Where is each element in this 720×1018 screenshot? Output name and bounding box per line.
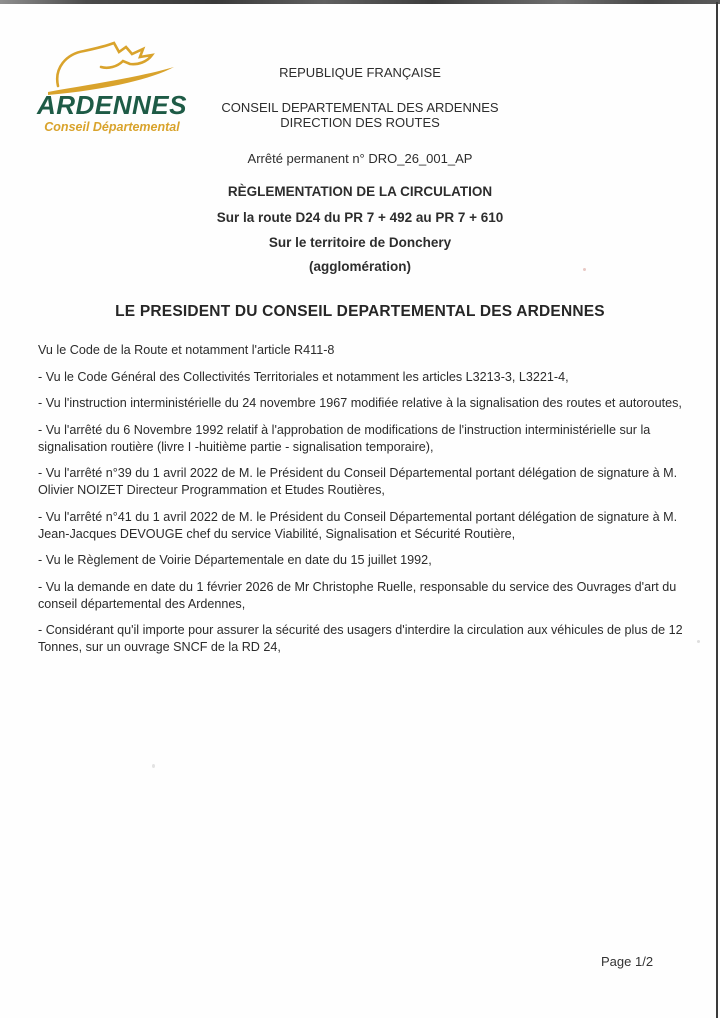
paragraph-vu-code-route: Vu le Code de la Route et notamment l'article R411-8 (38, 343, 335, 357)
decree-title-line: Sur la route D24 du PR 7 + 492 au PR 7 + 610 (216, 210, 504, 225)
scan-edge-top (0, 0, 720, 4)
paragraph-vu-arrete-39: - Vu l'arrêté n°39 du 1 avril 2022 de M. le Président du Conseil Départemental portant délégation de signature à M. Olivier NOIZET Directeur Programmation et Etudes Routières, (38, 466, 678, 497)
logo-subtitle: Conseil Départemental (44, 120, 180, 134)
decree-reference: Arrêté permanent n° DRO_26_001_AP (247, 151, 473, 166)
header-direction: DIRECTION DES ROUTES (280, 115, 440, 130)
paragraph-vu-demande: - Vu la demande en date du 1 février 2026 de Mr Christophe Ruelle, responsable du service des Ouvrages d'art du conseil départemental des Ardennes, (38, 579, 677, 611)
paragraph-vu-arrete-1992: - Vu l'arrêté du 6 Novembre 1992 relatif à l'approbation de modifications de l'instruction interministérielle sur la signalisation routière (livre I -huitième partie - signalisation temporaire), (38, 422, 651, 454)
paragraph-considerant: - Considérant qu'il importe pour assurer la sécurité des usagers d'interdire la circulation aux véhicules de plus de 12 Tonnes, sur un ouvrage SNCF de la RD 24, (38, 623, 683, 654)
paragraph-vu-reglement-voirie: - Vu le Règlement de Voirie Départementale en date du 15 juillet 1992, (38, 553, 432, 567)
paragraph-vu-instruction-1967: - Vu l'instruction interministérielle du 24 novembre 1967 modifiée relative à la signalisation des routes et autoroutes, (38, 396, 682, 410)
decree-title-line: RÈGLEMENTATION DE LA CIRCULATION (227, 184, 493, 199)
header-conseil: CONSEIL DEPARTEMENTAL DES ARDENNES (221, 100, 499, 115)
paragraph-vu-arrete-41: - Vu l'arrêté n°41 du 1 avril 2022 de M. le Président du Conseil Départemental portant délégation de signature à M. Jean-Jacques DEVOUGE chef du service Viabilité, Signalisation et Sécurité Routière, (38, 509, 678, 541)
page-title: LE PRESIDENT DU CONSEIL DEPARTEMENTAL DES ARDENNES (115, 303, 605, 320)
scan-artifact (697, 640, 700, 643)
decree-body (38, 342, 690, 666)
header-republique: REPUBLIQUE FRANÇAISE (279, 65, 441, 80)
page-number: Page 1/2 (601, 954, 654, 969)
scan-artifact (152, 764, 155, 768)
decree-title-line: Sur le territoire de Donchery (268, 235, 452, 250)
logo-title: ARDENNES (37, 90, 187, 120)
paragraph-vu-cgct: - Vu le Code Général des Collectivités Territoriales et notamment les articles L3213-3, L3221-4, (38, 369, 569, 384)
scan-edge-right (716, 2, 718, 1018)
decree-title-line: (agglomération) (308, 259, 411, 274)
